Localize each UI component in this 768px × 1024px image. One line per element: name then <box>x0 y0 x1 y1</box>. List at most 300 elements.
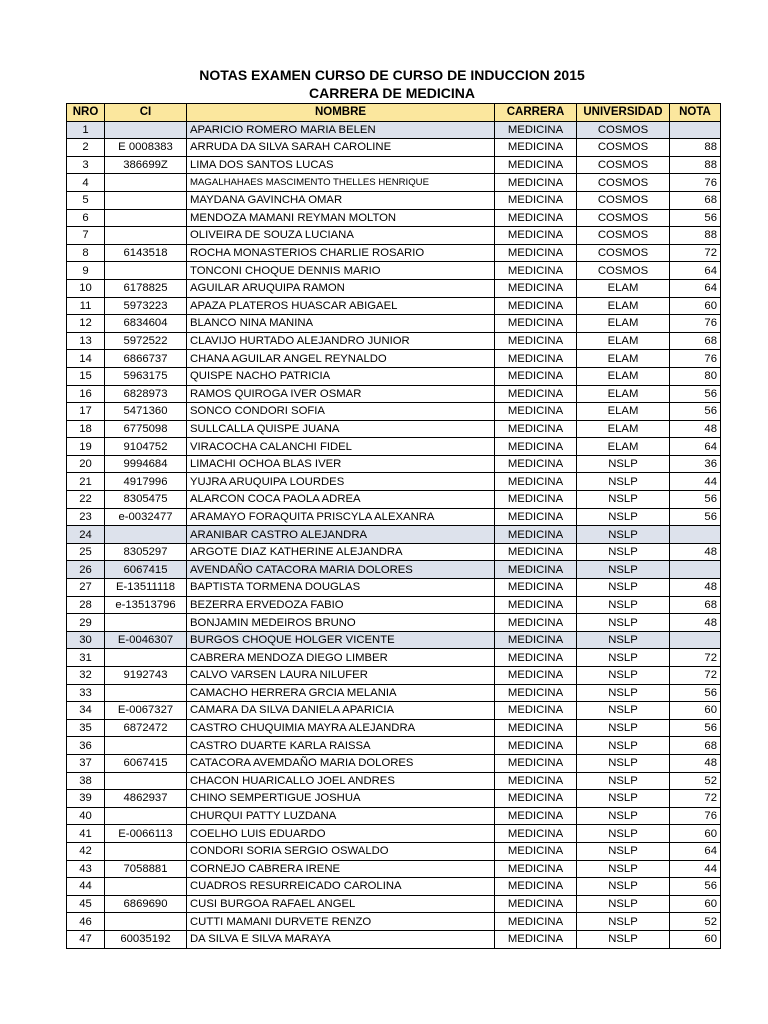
table-row <box>67 754 721 772</box>
cell-ci <box>105 878 187 896</box>
cell-nombre: CUSI BURGOA RAFAEL ANGEL <box>187 895 495 913</box>
cell-carrera: MEDICINA <box>495 772 577 790</box>
cell-ci: 4862937 <box>105 790 187 808</box>
table-row <box>67 596 721 614</box>
cell-universidad: ELAM <box>577 332 670 350</box>
cell-nro: 7 <box>67 227 105 245</box>
cell-carrera: MEDICINA <box>495 895 577 913</box>
cell-nro: 45 <box>67 895 105 913</box>
cell-universidad: COSMOS <box>577 227 670 245</box>
cell-ci: 6834604 <box>105 315 187 333</box>
cell-nota: 72 <box>670 649 721 667</box>
cell-nota: 68 <box>670 737 721 755</box>
cell-nombre: ALARCON COCA PAOLA ADREA <box>187 491 495 509</box>
cell-carrera: MEDICINA <box>495 719 577 737</box>
cell-universidad: NSLP <box>577 614 670 632</box>
cell-carrera: MEDICINA <box>495 913 577 931</box>
cell-nro: 21 <box>67 473 105 491</box>
cell-nro: 3 <box>67 156 105 174</box>
cell-nro: 23 <box>67 508 105 526</box>
cell-nota: 56 <box>670 878 721 896</box>
cell-carrera: MEDICINA <box>495 491 577 509</box>
cell-ci <box>105 649 187 667</box>
cell-ci <box>105 209 187 227</box>
cell-nota: 64 <box>670 438 721 456</box>
cell-nro: 13 <box>67 332 105 350</box>
cell-nro: 26 <box>67 561 105 579</box>
cell-universidad: ELAM <box>577 438 670 456</box>
table-row <box>67 614 721 632</box>
cell-nombre: ARANIBAR CASTRO ALEJANDRA <box>187 526 495 544</box>
cell-nombre: CUTTI MAMANI DURVETE RENZO <box>187 913 495 931</box>
cell-nro: 8 <box>67 244 105 262</box>
cell-carrera: MEDICINA <box>495 790 577 808</box>
cell-carrera: MEDICINA <box>495 596 577 614</box>
cell-universidad: COSMOS <box>577 156 670 174</box>
table-row <box>67 508 721 526</box>
cell-universidad: COSMOS <box>577 139 670 157</box>
cell-nota: 76 <box>670 807 721 825</box>
cell-nota: 56 <box>670 719 721 737</box>
cell-nro: 25 <box>67 543 105 561</box>
cell-nota: 76 <box>670 350 721 368</box>
table-row <box>67 631 721 649</box>
cell-nota: 60 <box>670 297 721 315</box>
cell-universidad: NSLP <box>577 455 670 473</box>
table-row <box>67 825 721 843</box>
cell-ci <box>105 262 187 280</box>
table-row <box>67 156 721 174</box>
cell-carrera: MEDICINA <box>495 614 577 632</box>
cell-nro: 5 <box>67 191 105 209</box>
cell-nro: 28 <box>67 596 105 614</box>
table-row <box>67 121 721 139</box>
cell-nombre: BLANCO NINA MANINA <box>187 315 495 333</box>
cell-nombre: VIRACOCHA CALANCHI FIDEL <box>187 438 495 456</box>
cell-ci: 9994684 <box>105 455 187 473</box>
cell-nombre: CAMARA DA SILVA DANIELA APARICIA <box>187 702 495 720</box>
cell-nro: 10 <box>67 279 105 297</box>
cell-nombre: AVENDAÑO CATACORA MARIA DOLORES <box>187 561 495 579</box>
cell-universidad: COSMOS <box>577 174 670 192</box>
cell-nro: 40 <box>67 807 105 825</box>
cell-ci: 6178825 <box>105 279 187 297</box>
cell-nota: 56 <box>670 491 721 509</box>
cell-nro: 16 <box>67 385 105 403</box>
table-row <box>67 842 721 860</box>
cell-nro: 41 <box>67 825 105 843</box>
cell-nombre: ROCHA MONASTERIOS CHARLIE ROSARIO <box>187 244 495 262</box>
grades-table <box>66 103 721 949</box>
cell-nombre: CORNEJO CABRERA IRENE <box>187 860 495 878</box>
cell-nota: 56 <box>670 508 721 526</box>
cell-nro: 37 <box>67 754 105 772</box>
cell-nota: 56 <box>670 209 721 227</box>
cell-nota: 76 <box>670 315 721 333</box>
table-row <box>67 579 721 597</box>
cell-ci <box>105 174 187 192</box>
cell-nombre: ARAMAYO FORAQUITA PRISCYLA ALEXANRA <box>187 508 495 526</box>
cell-carrera: MEDICINA <box>495 649 577 667</box>
cell-ci: 9192743 <box>105 667 187 685</box>
cell-universidad: NSLP <box>577 825 670 843</box>
table-row <box>67 930 721 948</box>
table-row <box>67 561 721 579</box>
table-row <box>67 191 721 209</box>
cell-ci: 9104752 <box>105 438 187 456</box>
cell-nota <box>670 121 721 139</box>
cell-universidad: ELAM <box>577 420 670 438</box>
cell-carrera: MEDICINA <box>495 667 577 685</box>
cell-universidad: NSLP <box>577 790 670 808</box>
cell-ci <box>105 807 187 825</box>
table-row <box>67 684 721 702</box>
cell-nombre: TONCONI CHOQUE DENNIS MARIO <box>187 262 495 280</box>
cell-nota: 56 <box>670 385 721 403</box>
column-header-carrera: CARRERA <box>495 104 577 122</box>
table-row <box>67 719 721 737</box>
table-header-row <box>67 104 721 122</box>
column-header-nombre: NOMBRE <box>187 104 495 122</box>
cell-ci: 5963175 <box>105 367 187 385</box>
cell-nro: 24 <box>67 526 105 544</box>
cell-nota: 72 <box>670 790 721 808</box>
cell-universidad: NSLP <box>577 649 670 667</box>
cell-ci: 8305297 <box>105 543 187 561</box>
cell-nota: 44 <box>670 860 721 878</box>
cell-nro: 19 <box>67 438 105 456</box>
cell-nombre: CHINO SEMPERTIGUE JOSHUA <box>187 790 495 808</box>
cell-universidad: ELAM <box>577 297 670 315</box>
cell-nombre: LIMACHI OCHOA BLAS IVER <box>187 455 495 473</box>
table-row <box>67 332 721 350</box>
cell-carrera: MEDICINA <box>495 279 577 297</box>
cell-carrera: MEDICINA <box>495 156 577 174</box>
table-row <box>67 420 721 438</box>
table-row <box>67 543 721 561</box>
cell-carrera: MEDICINA <box>495 526 577 544</box>
cell-ci: e-13513796 <box>105 596 187 614</box>
cell-carrera: MEDICINA <box>495 420 577 438</box>
cell-carrera: MEDICINA <box>495 754 577 772</box>
table-row <box>67 491 721 509</box>
cell-nro: 1 <box>67 121 105 139</box>
cell-nombre: CABRERA MENDOZA DIEGO LIMBER <box>187 649 495 667</box>
table-row <box>67 403 721 421</box>
cell-nro: 33 <box>67 684 105 702</box>
cell-universidad: COSMOS <box>577 244 670 262</box>
cell-nro: 36 <box>67 737 105 755</box>
cell-nota: 48 <box>670 420 721 438</box>
cell-carrera: MEDICINA <box>495 385 577 403</box>
cell-nota: 60 <box>670 702 721 720</box>
document-subtitle: CARRERA DE MEDICINA <box>309 85 475 101</box>
cell-nota: 56 <box>670 403 721 421</box>
cell-nro: 46 <box>67 913 105 931</box>
cell-ci: 6143518 <box>105 244 187 262</box>
table-row <box>67 297 721 315</box>
cell-nro: 18 <box>67 420 105 438</box>
cell-nota <box>670 561 721 579</box>
cell-nota: 36 <box>670 455 721 473</box>
cell-nombre: CHACON HUARICALLO JOEL ANDRES <box>187 772 495 790</box>
cell-nro: 17 <box>67 403 105 421</box>
cell-nro: 15 <box>67 367 105 385</box>
cell-carrera: MEDICINA <box>495 860 577 878</box>
cell-ci: 8305475 <box>105 491 187 509</box>
cell-ci <box>105 227 187 245</box>
cell-carrera: MEDICINA <box>495 367 577 385</box>
table-row <box>67 737 721 755</box>
cell-nro: 39 <box>67 790 105 808</box>
cell-ci: 7058881 <box>105 860 187 878</box>
cell-universidad: NSLP <box>577 719 670 737</box>
table-row <box>67 772 721 790</box>
cell-universidad: NSLP <box>577 526 670 544</box>
cell-universidad: COSMOS <box>577 121 670 139</box>
cell-nro: 9 <box>67 262 105 280</box>
cell-universidad: NSLP <box>577 491 670 509</box>
cell-nota <box>670 526 721 544</box>
table-row <box>67 807 721 825</box>
cell-universidad: NSLP <box>577 737 670 755</box>
cell-universidad: NSLP <box>577 754 670 772</box>
cell-nombre: COELHO LUIS EDUARDO <box>187 825 495 843</box>
table-row <box>67 526 721 544</box>
cell-nombre: ARGOTE DIAZ KATHERINE ALEJANDRA <box>187 543 495 561</box>
cell-universidad: NSLP <box>577 807 670 825</box>
cell-nota: 68 <box>670 332 721 350</box>
cell-universidad: COSMOS <box>577 262 670 280</box>
table-row <box>67 913 721 931</box>
cell-carrera: MEDICINA <box>495 455 577 473</box>
table-row <box>67 649 721 667</box>
cell-nro: 4 <box>67 174 105 192</box>
cell-nro: 6 <box>67 209 105 227</box>
cell-ci: E-0066113 <box>105 825 187 843</box>
cell-nota: 88 <box>670 156 721 174</box>
cell-ci: 6872472 <box>105 719 187 737</box>
cell-nota <box>670 631 721 649</box>
cell-ci: 6067415 <box>105 754 187 772</box>
cell-ci <box>105 684 187 702</box>
cell-nombre: APAZA PLATEROS HUASCAR ABIGAEL <box>187 297 495 315</box>
cell-carrera: MEDICINA <box>495 684 577 702</box>
cell-nota: 60 <box>670 825 721 843</box>
cell-nota: 80 <box>670 367 721 385</box>
cell-carrera: MEDICINA <box>495 209 577 227</box>
cell-carrera: MEDICINA <box>495 825 577 843</box>
cell-universidad: ELAM <box>577 403 670 421</box>
cell-ci: 6775098 <box>105 420 187 438</box>
cell-universidad: NSLP <box>577 702 670 720</box>
table-row <box>67 790 721 808</box>
cell-nombre: DA SILVA E SILVA MARAYA <box>187 930 495 948</box>
cell-carrera: MEDICINA <box>495 332 577 350</box>
table-row <box>67 878 721 896</box>
cell-nro: 27 <box>67 579 105 597</box>
cell-nro: 38 <box>67 772 105 790</box>
cell-ci: 6067415 <box>105 561 187 579</box>
table-row <box>67 279 721 297</box>
table-body <box>67 121 721 948</box>
cell-nombre: CASTRO CHUQUIMIA MAYRA ALEJANDRA <box>187 719 495 737</box>
cell-ci <box>105 913 187 931</box>
table-row <box>67 315 721 333</box>
cell-universidad: NSLP <box>577 860 670 878</box>
table-row <box>67 473 721 491</box>
cell-carrera: MEDICINA <box>495 930 577 948</box>
cell-nro: 34 <box>67 702 105 720</box>
cell-carrera: MEDICINA <box>495 174 577 192</box>
cell-universidad: NSLP <box>577 772 670 790</box>
cell-nro: 47 <box>67 930 105 948</box>
cell-universidad: NSLP <box>577 842 670 860</box>
cell-carrera: MEDICINA <box>495 543 577 561</box>
cell-nota: 76 <box>670 174 721 192</box>
cell-nombre: OLIVEIRA DE SOUZA LUCIANA <box>187 227 495 245</box>
cell-nota: 68 <box>670 596 721 614</box>
cell-carrera: MEDICINA <box>495 842 577 860</box>
cell-nota: 52 <box>670 913 721 931</box>
cell-nota: 60 <box>670 895 721 913</box>
cell-carrera: MEDICINA <box>495 878 577 896</box>
cell-nombre: CATACORA AVEMDAÑO MARIA DOLORES <box>187 754 495 772</box>
cell-carrera: MEDICINA <box>495 807 577 825</box>
cell-universidad: NSLP <box>577 667 670 685</box>
cell-nro: 14 <box>67 350 105 368</box>
cell-carrera: MEDICINA <box>495 702 577 720</box>
cell-universidad: ELAM <box>577 315 670 333</box>
cell-nota: 72 <box>670 667 721 685</box>
cell-ci: E-0046307 <box>105 631 187 649</box>
cell-ci <box>105 191 187 209</box>
cell-nombre: CASTRO DUARTE KARLA RAISSA <box>187 737 495 755</box>
cell-nombre: CAMACHO HERRERA GRCIA MELANIA <box>187 684 495 702</box>
cell-universidad: NSLP <box>577 878 670 896</box>
cell-ci: 6828973 <box>105 385 187 403</box>
cell-nota: 44 <box>670 473 721 491</box>
cell-nombre: CONDORI SORIA SERGIO OSWALDO <box>187 842 495 860</box>
cell-nota: 64 <box>670 279 721 297</box>
cell-nota: 48 <box>670 579 721 597</box>
cell-nro: 22 <box>67 491 105 509</box>
cell-carrera: MEDICINA <box>495 191 577 209</box>
cell-universidad: NSLP <box>577 543 670 561</box>
cell-universidad: NSLP <box>577 895 670 913</box>
cell-nro: 44 <box>67 878 105 896</box>
table-row <box>67 350 721 368</box>
cell-nro: 42 <box>67 842 105 860</box>
cell-nota: 56 <box>670 684 721 702</box>
cell-universidad: NSLP <box>577 631 670 649</box>
cell-universidad: ELAM <box>577 279 670 297</box>
cell-ci: 6869690 <box>105 895 187 913</box>
cell-nro: 32 <box>67 667 105 685</box>
cell-universidad: ELAM <box>577 385 670 403</box>
table-row <box>67 702 721 720</box>
cell-nombre: CHANA AGUILAR ANGEL REYNALDO <box>187 350 495 368</box>
cell-universidad: NSLP <box>577 930 670 948</box>
cell-nombre: YUJRA ARUQUIPA LOURDES <box>187 473 495 491</box>
cell-nota: 52 <box>670 772 721 790</box>
table-row <box>67 262 721 280</box>
cell-carrera: MEDICINA <box>495 561 577 579</box>
cell-ci: E-0067327 <box>105 702 187 720</box>
cell-ci: 5972522 <box>105 332 187 350</box>
cell-nota: 48 <box>670 543 721 561</box>
table-row <box>67 455 721 473</box>
cell-nro: 31 <box>67 649 105 667</box>
cell-carrera: MEDICINA <box>495 139 577 157</box>
cell-universidad: NSLP <box>577 561 670 579</box>
table-row <box>67 174 721 192</box>
cell-nro: 11 <box>67 297 105 315</box>
cell-nombre: SONCO CONDORI SOFIA <box>187 403 495 421</box>
cell-nombre: MAGALHAHAES MASCIMENTO THELLES HENRIQUE <box>187 174 495 192</box>
cell-nota: 60 <box>670 930 721 948</box>
cell-nombre: AGUILAR ARUQUIPA RAMON <box>187 279 495 297</box>
cell-ci: 5973223 <box>105 297 187 315</box>
cell-carrera: MEDICINA <box>495 473 577 491</box>
cell-carrera: MEDICINA <box>495 297 577 315</box>
column-header-universidad: UNIVERSIDAD <box>577 104 670 122</box>
cell-nombre: RAMOS QUIROGA IVER OSMAR <box>187 385 495 403</box>
cell-ci: 6866737 <box>105 350 187 368</box>
cell-nombre: ARRUDA DA SILVA SARAH CAROLINE <box>187 139 495 157</box>
table-row <box>67 667 721 685</box>
table-row <box>67 385 721 403</box>
cell-carrera: MEDICINA <box>495 244 577 262</box>
table-row <box>67 227 721 245</box>
cell-ci: 60035192 <box>105 930 187 948</box>
cell-nota: 88 <box>670 227 721 245</box>
cell-carrera: MEDICINA <box>495 121 577 139</box>
cell-nombre: LIMA DOS SANTOS LUCAS <box>187 156 495 174</box>
table-row <box>67 438 721 456</box>
cell-nombre: BURGOS CHOQUE HOLGER VICENTE <box>187 631 495 649</box>
cell-carrera: MEDICINA <box>495 403 577 421</box>
cell-nota: 88 <box>670 139 721 157</box>
cell-nombre: MAYDANA GAVINCHA OMAR <box>187 191 495 209</box>
cell-carrera: MEDICINA <box>495 227 577 245</box>
table-row <box>67 139 721 157</box>
cell-nombre: APARICIO ROMERO MARIA BELEN <box>187 121 495 139</box>
cell-nota: 64 <box>670 842 721 860</box>
cell-nota: 48 <box>670 754 721 772</box>
cell-nombre: SULLCALLA QUISPE JUANA <box>187 420 495 438</box>
cell-universidad: NSLP <box>577 684 670 702</box>
cell-ci: e-0032477 <box>105 508 187 526</box>
cell-ci: 5471360 <box>105 403 187 421</box>
cell-nombre: BEZERRA ERVEDOZA FABIO <box>187 596 495 614</box>
cell-ci: 386699Z <box>105 156 187 174</box>
cell-nombre: QUISPE NACHO PATRICIA <box>187 367 495 385</box>
cell-nro: 43 <box>67 860 105 878</box>
cell-ci <box>105 526 187 544</box>
cell-ci <box>105 121 187 139</box>
cell-ci <box>105 772 187 790</box>
cell-nro: 12 <box>67 315 105 333</box>
cell-carrera: MEDICINA <box>495 579 577 597</box>
table-row <box>67 209 721 227</box>
cell-carrera: MEDICINA <box>495 508 577 526</box>
cell-ci: E-13511118 <box>105 579 187 597</box>
cell-universidad: NSLP <box>577 913 670 931</box>
cell-carrera: MEDICINA <box>495 350 577 368</box>
cell-nro: 2 <box>67 139 105 157</box>
cell-universidad: ELAM <box>577 350 670 368</box>
